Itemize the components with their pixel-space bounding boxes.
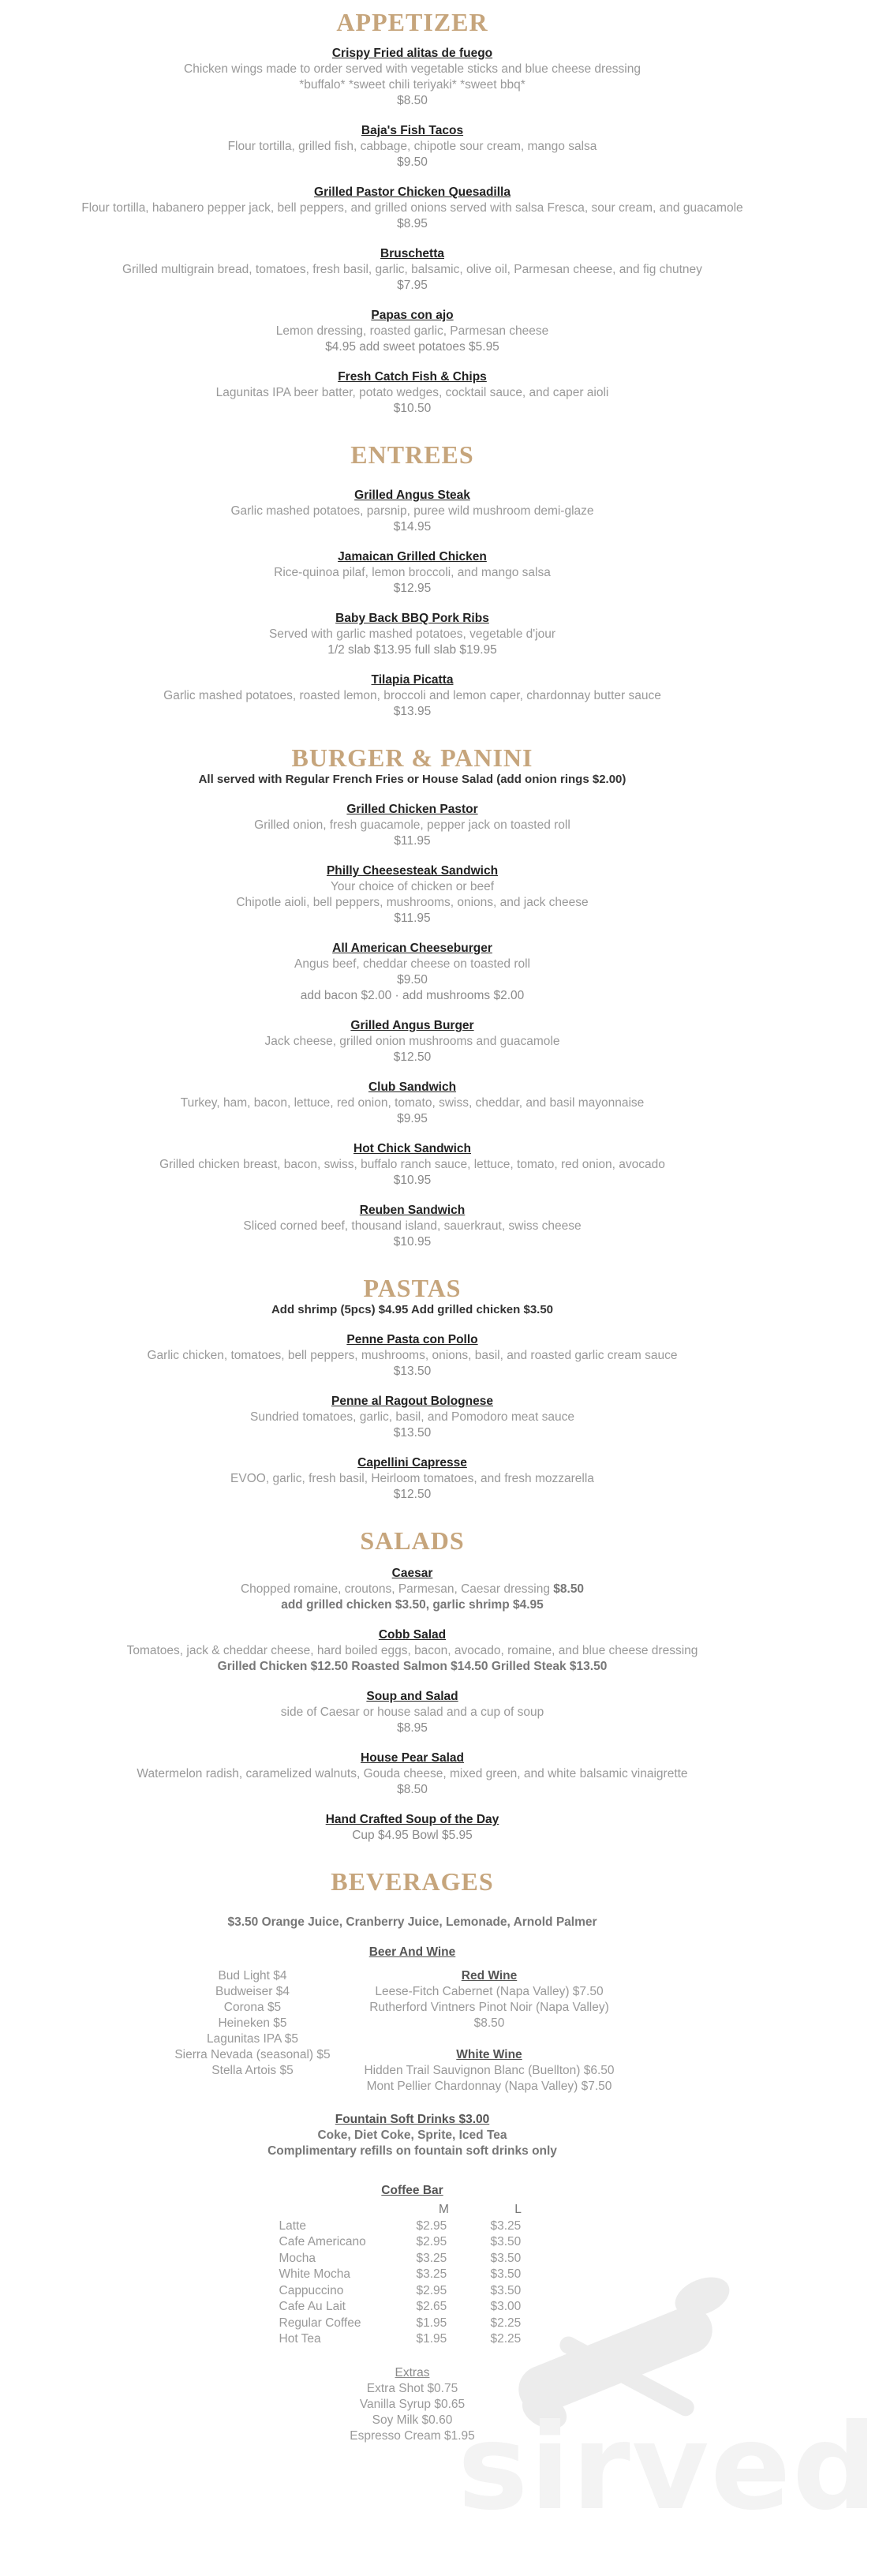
item-description: Lagunitas IPA beer batter, potato wedges, cocktail sauce, and caper aioli: [215, 386, 609, 399]
section-title-beverages: BEVERAGES: [331, 1867, 494, 1896]
coffee-name: Cafe Au Lait: [279, 2300, 346, 2313]
juices-line: $3.50 Orange Juice, Cranberry Juice, Lemonade, Arnold Palmer: [227, 1915, 597, 1929]
menu-item: [0, 246, 825, 294]
item-price: $10.95: [393, 1235, 432, 1249]
menu-item: [0, 549, 825, 597]
beer-wine-heading: Beer And Wine: [368, 1945, 456, 1959]
menu-item: [0, 802, 825, 849]
item-price: $8.95: [397, 217, 428, 230]
menu-item: [0, 1141, 825, 1189]
appetizer-section: [0, 0, 825, 417]
menu-item: [0, 1689, 825, 1736]
coffee-price-l: $3.25: [490, 2218, 522, 2233]
section-title-pastas: PASTAS: [363, 1274, 462, 1302]
item-price: $14.95: [393, 520, 432, 534]
item-name: All American Cheeseburger: [332, 942, 492, 955]
item-name: Soup and Salad: [366, 1690, 458, 1703]
item-description: Grilled onion, fresh guacamole, pepper jack on toasted roll: [254, 818, 570, 832]
beer-item: Heineken $5: [218, 2016, 287, 2030]
item-description: Jack cheese, grilled onion mushrooms and guacamole: [264, 1035, 560, 1048]
item-name: Grilled Angus Burger: [350, 1019, 474, 1032]
watermark-text: sirved: [458, 2399, 879, 2537]
beer-list: [134, 1968, 371, 2079]
menu-item: [0, 308, 825, 355]
menu-item: [0, 672, 825, 720]
section-title-entrees: ENTREES: [350, 440, 474, 469]
item-price: $12.50: [393, 1050, 432, 1064]
size-l-header: L: [514, 2203, 522, 2216]
wine-item: Mont Pellier Chardonnay (Napa Valley) $7.50: [366, 2080, 612, 2093]
item-price: $8.95: [397, 1721, 428, 1735]
item-price: $10.50: [393, 402, 432, 415]
item-name: Tilapia Picatta: [371, 673, 454, 687]
coffee-price-m: $3.25: [416, 2267, 447, 2281]
item-name: Grilled Angus Steak: [354, 489, 470, 502]
item-price: $9.50: [397, 973, 428, 987]
item-description: Tomatoes, jack & cheddar cheese, hard boiled eggs, bacon, avocado, romaine, and blue cheese dressing: [126, 1644, 698, 1657]
menu-item: [0, 1203, 825, 1250]
item-description: Turkey, ham, bacon, lettuce, red onion, tomato, swiss, cheddar, and basil mayonnaise: [180, 1096, 645, 1110]
menu-item: [0, 1394, 825, 1441]
extras-heading: Extras: [395, 2365, 430, 2379]
menu-item: [0, 611, 825, 658]
menu-item: [0, 1332, 825, 1380]
item-name: Jamaican Grilled Chicken: [338, 550, 487, 564]
coffee-price-l: $3.50: [490, 2267, 522, 2281]
item-name: Penne al Ragout Bolognese: [331, 1395, 493, 1408]
coffee-name: Cappuccino: [279, 2283, 344, 2297]
item-price: $13.95: [393, 705, 432, 718]
item-extra: add grilled chicken $3.50, garlic shrimp $4.95: [281, 1598, 544, 1612]
item-name: Baby Back BBQ Pork Ribs: [335, 612, 489, 625]
size-m-header: M: [439, 2203, 449, 2216]
item-name: Penne Pasta con Pollo: [346, 1333, 478, 1346]
item-description: Angus beef, cheddar cheese on toasted roll: [294, 957, 530, 971]
item-price: $8.50: [553, 1582, 585, 1596]
coffee-name: Mocha: [279, 2251, 316, 2265]
item-description: EVOO, garlic, fresh basil, Heirloom tomatoes, and fresh mozzarella: [230, 1472, 594, 1485]
appetizer-list: [0, 46, 825, 417]
item-name: Grilled Chicken Pastor: [346, 803, 478, 816]
coffee-header-row: [270, 2202, 555, 2218]
item-name: Hot Chick Sandwich: [353, 1142, 471, 1155]
item-price: Cup $4.95 Bowl $5.95: [352, 1829, 473, 1842]
coffee-price-m: $3.25: [416, 2251, 447, 2265]
menu-item: [0, 46, 825, 109]
extra-item: Soy Milk $0.60: [372, 2413, 453, 2427]
item-extra: Grilled Chicken $12.50 Roasted Salmon $14.50 Grilled Steak $13.50: [217, 1660, 608, 1673]
coffee-row: [270, 2234, 555, 2251]
coffee-name: White Mocha: [279, 2267, 350, 2281]
section-note: Add shrimp (5pcs) $4.95 Add grilled chicken $3.50: [271, 1303, 554, 1316]
item-name: Baja's Fish Tacos: [361, 124, 464, 137]
item-description: Chicken wings made to order served with vegetable sticks and blue cheese dressing: [184, 62, 641, 76]
item-description-text: Chopped romaine, croutons, Parmesan, Caesar dressing: [240, 1582, 550, 1596]
fountain-heading: Fountain Soft Drinks $3.00: [335, 2113, 490, 2126]
coffee-price-m: $2.95: [416, 2283, 447, 2297]
item-description: Watermelon radish, caramelized walnuts, Gouda cheese, mixed green, and white balsamic vinaigrette: [137, 1767, 688, 1780]
item-name: House Pear Salad: [361, 1751, 464, 1765]
menu-item: [0, 863, 825, 927]
sirved-watermark: [458, 2249, 879, 2565]
item-name: Club Sandwich: [368, 1080, 457, 1094]
beer-item: Budweiser $4: [215, 1985, 290, 1998]
item-description: Lemon dressing, roasted garlic, Parmesan cheese: [275, 324, 549, 338]
item-name: Reuben Sandwich: [359, 1204, 466, 1217]
beer-item: Stella Artois $5: [211, 2064, 294, 2077]
menu-item: [0, 941, 825, 1004]
item-name: Hand Crafted Soup of the Day: [325, 1813, 499, 1826]
item-name: Fresh Catch Fish & Chips: [338, 370, 487, 384]
menu-item: [0, 1566, 825, 1613]
menu-item: [0, 488, 825, 535]
beer-item: Corona $5: [223, 2001, 282, 2014]
section-title-burger: BURGER & PANINI: [291, 743, 533, 772]
item-name: Bruschetta: [380, 247, 444, 260]
item-description: Served with garlic mashed potatoes, vegetable d'jour: [268, 627, 556, 641]
coffee-price-m: $1.95: [416, 2332, 447, 2346]
item-description: Chipotle aioli, bell peppers, mushrooms, onions, and jack cheese: [236, 896, 589, 909]
coffee-name: Latte: [279, 2218, 306, 2233]
item-description: Sliced corned beef, thousand island, sauerkraut, swiss cheese: [243, 1219, 582, 1233]
item-description: [0, 1582, 825, 1597]
wine-list: [355, 1968, 623, 2095]
item-price: $13.50: [393, 1365, 432, 1378]
coffee-price-l: $2.25: [490, 2316, 522, 2330]
item-name: Crispy Fried alitas de fuego: [331, 47, 493, 60]
white-wine-heading: White Wine: [456, 2048, 522, 2061]
item-name: Philly Cheesesteak Sandwich: [326, 864, 499, 878]
beer-item: Lagunitas IPA $5: [206, 2032, 299, 2046]
item-price: $10.95: [393, 1174, 432, 1187]
section-title-appetizer: APPETIZER: [336, 8, 488, 36]
item-price: $4.95 add sweet potatoes $5.95: [325, 340, 499, 354]
menu-item: [0, 123, 825, 170]
wine-item: Rutherford Vintners Pinot Noir (Napa Valley) $8.50: [369, 2001, 609, 2030]
item-price: $12.50: [393, 1488, 432, 1501]
coffee-name: Regular Coffee: [279, 2316, 361, 2330]
section-title-salads: SALADS: [360, 1526, 465, 1555]
item-description: Flour tortilla, grilled fish, cabbage, chipotle sour cream, mango salsa: [227, 140, 597, 153]
item-price: $8.50: [397, 1783, 428, 1796]
item-price: $7.95: [397, 279, 428, 292]
coffee-price-l: $3.50: [490, 2235, 522, 2248]
section-note: All served with Regular French Fries or House Salad (add onion rings $2.00): [198, 773, 627, 786]
coffee-price-m: $2.95: [416, 2218, 447, 2233]
menu-item: [0, 1018, 825, 1065]
item-description: Grilled multigrain bread, tomatoes, fresh basil, garlic, balsamic, olive oil, Parmesan cheese, and fig chutney: [122, 263, 702, 276]
beer-item: Sierra Nevada (seasonal) $5: [174, 2048, 331, 2061]
coffee-price-l: $3.50: [490, 2283, 522, 2297]
item-extra: add bacon $2.00 · add mushrooms $2.00: [300, 989, 525, 1002]
coffee-price-m: $2.65: [416, 2300, 447, 2313]
extra-item: Espresso Cream $1.95: [350, 2428, 475, 2443]
burger-section: [0, 743, 825, 1250]
item-price: $9.95: [397, 1112, 428, 1125]
wine-item: Leese-Fitch Cabernet (Napa Valley) $7.50: [375, 1985, 604, 1998]
item-description: Garlic mashed potatoes, parsnip, puree wild mushroom demi-glaze: [230, 504, 594, 518]
coffee-price-l: $2.25: [490, 2332, 522, 2346]
item-name: Capellini Capresse: [357, 1456, 467, 1470]
item-description: Flour tortilla, habanero pepper jack, bell peppers, and grilled onions served with salsa Fresca, sour cream, and guacamole: [81, 201, 743, 215]
red-wine-heading: Red Wine: [461, 1969, 518, 1983]
item-price: $13.50: [393, 1426, 432, 1440]
menu-item: [0, 1750, 825, 1798]
coffee-row: [270, 2218, 555, 2235]
item-description: side of Caesar or house salad and a cup of soup: [280, 1705, 544, 1719]
wine-item: Hidden Trail Sauvignon Blanc (Buellton) $6.50: [364, 2064, 615, 2077]
item-price: $9.50: [397, 155, 428, 169]
item-name: Grilled Pastor Chicken Quesadilla: [314, 185, 511, 199]
salads-section: [0, 1526, 825, 1844]
coffee-price-l: $3.00: [490, 2300, 522, 2313]
coffee-name: Cafe Americano: [279, 2235, 366, 2248]
coffee-bar-heading: Coffee Bar: [381, 2184, 443, 2197]
item-description: *buffalo* *sweet chili teriyaki* *sweet bbq*: [299, 78, 526, 92]
menu-item: [0, 369, 825, 417]
beer-item: Bud Light $4: [218, 1969, 287, 1983]
menu-item: [0, 1812, 825, 1844]
beer-wine-columns: [0, 1968, 825, 2095]
item-description: Sundried tomatoes, garlic, basil, and Pomodoro meat sauce: [250, 1410, 574, 1424]
item-price: $8.50: [397, 94, 428, 107]
item-description: Rice-quinoa pilaf, lemon broccoli, and mango salsa: [274, 566, 551, 579]
pastas-section: [0, 1274, 825, 1503]
item-description: Garlic chicken, tomatoes, bell peppers, mushrooms, onions, basil, and roasted garlic cream sauce: [147, 1349, 678, 1362]
item-price: $12.95: [393, 582, 432, 595]
item-price: $11.95: [394, 912, 431, 925]
item-description: Garlic mashed potatoes, roasted lemon, broccoli and lemon caper, chardonnay butter sauce: [163, 689, 661, 702]
menu-item: [0, 1080, 825, 1127]
coffee-price-m: $1.95: [416, 2316, 447, 2330]
item-name: Papas con ajo: [371, 309, 454, 322]
item-name: Cobb Salad: [378, 1628, 447, 1642]
item-description: Grilled chicken breast, bacon, swiss, buffalo ranch sauce, lettuce, tomato, red onion, avocado: [159, 1158, 665, 1171]
menu-item: [0, 185, 825, 232]
fountain-note: Complimentary refills on fountain soft drinks only: [267, 2144, 557, 2158]
item-name: Caesar: [391, 1567, 433, 1580]
coffee-price-m: $2.95: [416, 2235, 447, 2248]
fountain-list: Coke, Diet Coke, Sprite, Iced Tea: [317, 2129, 507, 2142]
extra-item: Vanilla Syrup $0.65: [359, 2397, 466, 2411]
extra-item: Extra Shot $0.75: [366, 2381, 458, 2395]
menu-item: [0, 1455, 825, 1503]
menu-item: [0, 1627, 825, 1675]
item-price: 1/2 slab $13.95 full slab $19.95: [327, 643, 497, 657]
item-price: $11.95: [394, 834, 431, 848]
coffee-price-l: $3.50: [490, 2251, 522, 2265]
coffee-name: Hot Tea: [279, 2332, 321, 2346]
entrees-section: [0, 440, 825, 720]
item-description: Your choice of chicken or beef: [330, 880, 495, 893]
